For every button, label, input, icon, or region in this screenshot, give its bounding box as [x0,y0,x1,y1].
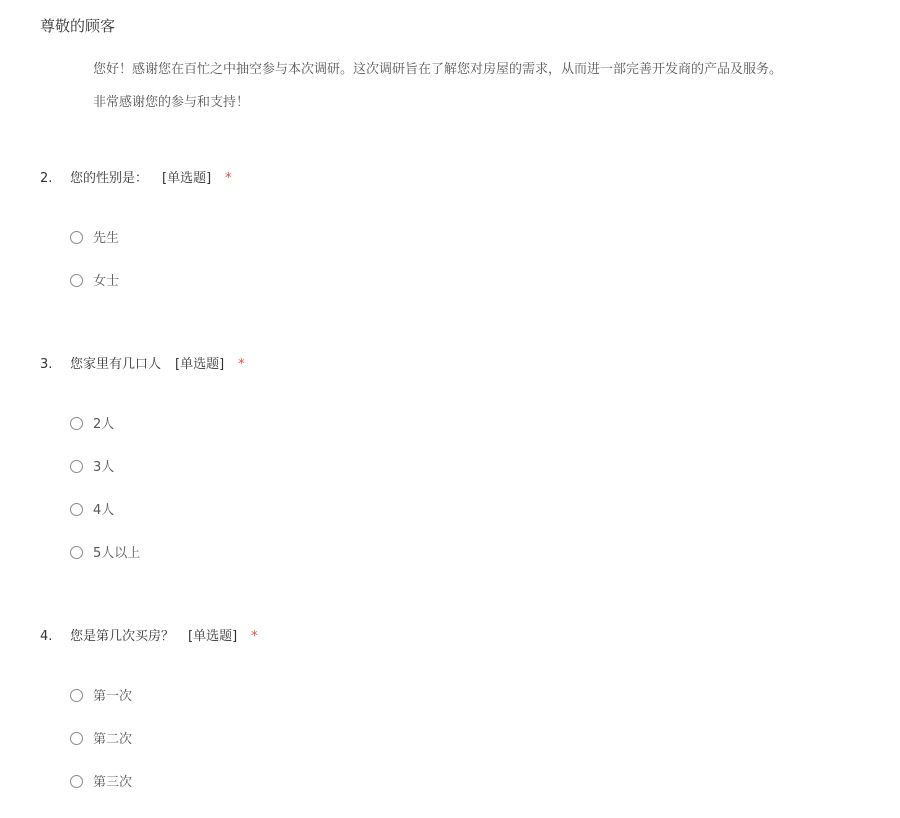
radio-button[interactable] [70,231,83,244]
question-header [40,355,880,375]
radio-button[interactable] [70,689,83,702]
question-number: 2. [40,171,53,186]
option-label: 4人 [93,503,115,518]
radio-button[interactable] [70,460,83,473]
radio-button[interactable] [70,732,83,745]
intro-paragraph: 您好！感谢您在百忙之中抽空参与本次调研。这次调研旨在了解您对房屋的需求，从而进一部完善开发商的产品及服务。 [93,62,783,77]
question-title-wrap [70,627,258,647]
question-purchase-count [40,627,880,790]
question-number: 4. [40,629,53,644]
question-type-badge: [单选题] [162,171,212,186]
page-title: 尊敬的顾客 [40,17,116,35]
option-label: 第一次 [93,689,133,704]
radio-button[interactable] [70,274,83,287]
radio-button[interactable] [70,503,83,516]
option-label: 先生 [93,231,120,246]
option-label: 5人以上 [93,546,141,561]
radio-button[interactable] [70,775,83,788]
question-gender [40,169,880,289]
question-title: 您家里有几口人 [70,357,162,372]
question-header [40,627,880,647]
radio-button[interactable] [70,417,83,430]
question-title-wrap [70,169,232,189]
thanks-paragraph: 非常感谢您的参与和支持！ [93,95,250,110]
question-type-badge: [单选题] [188,629,238,644]
question-title-wrap [70,355,245,375]
option-label: 第二次 [93,732,133,747]
question-title: 您是第几次买房？ [70,629,175,644]
required-asterisk: * [225,171,232,186]
question-title: 您的性别是： [70,171,149,186]
required-asterisk: * [251,629,258,644]
option-label: 2人 [93,417,115,432]
option-label: 第三次 [93,775,133,790]
radio-button[interactable] [70,546,83,559]
required-asterisk: * [238,357,245,372]
question-household-size [40,355,880,561]
question-header [40,169,880,189]
question-type-badge: [单选题] [175,357,225,372]
option-label: 3人 [93,460,115,475]
question-number: 3. [40,357,53,372]
option-label: 女士 [93,274,120,289]
